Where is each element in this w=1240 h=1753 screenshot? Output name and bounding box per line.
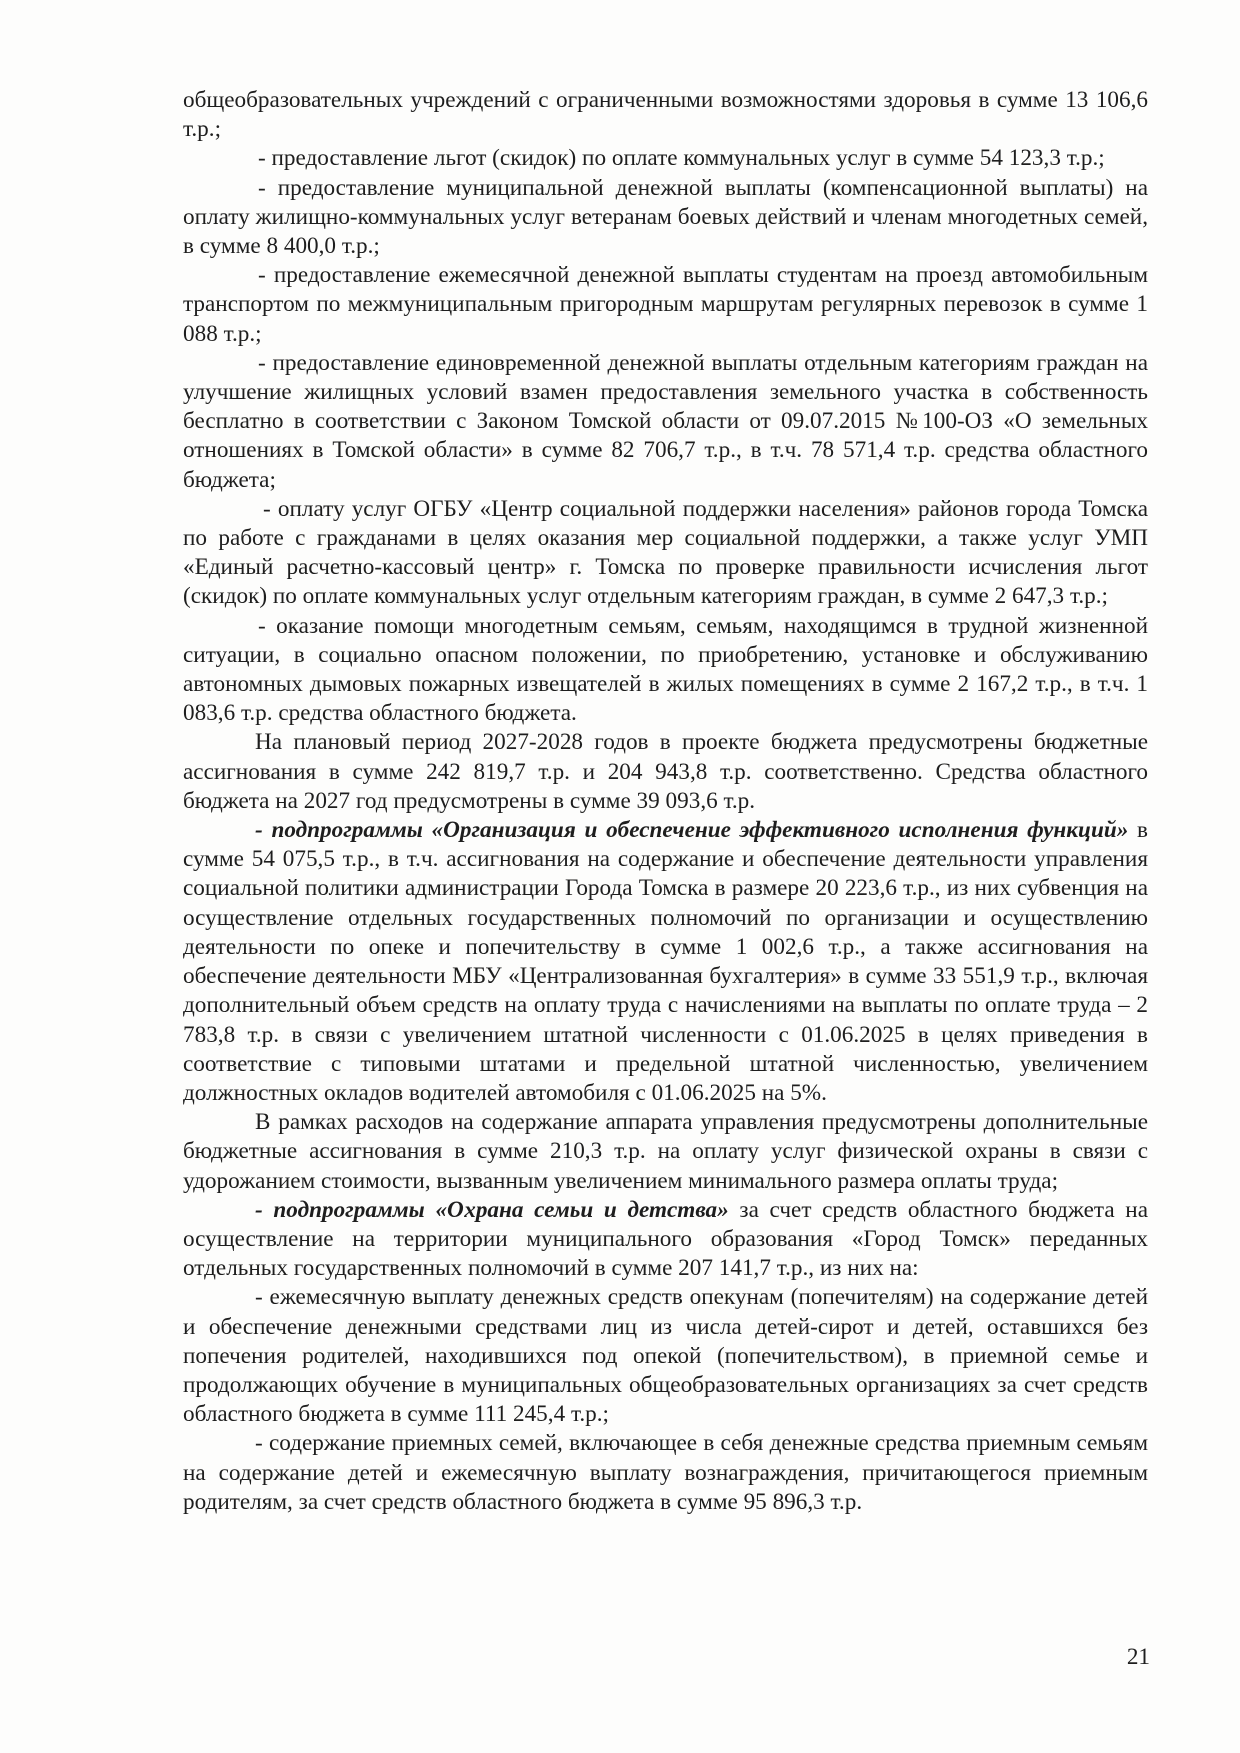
paragraph-12: - ежемесячную выплату денежных средств опекунам (попечителям) на содержание детей и обеспечение денежными средствами лиц из числа детей-сирот и детей, оставшихся без попечения родителей, находившихся под опекой (попечительством), в приемной семье и продолжающих обучение в муниципальных общеобразовательных организациях за счет средств областного бюджета в сумме 111 245,4 т.р.; xyxy=(183,1284,1148,1428)
subprogram-family-title: - подпрограммы «Охрана семьи и детства» xyxy=(255,1196,729,1223)
subprogram-functions-title: - подпрограммы «Организация и обеспечение эффективного исполнения функций» xyxy=(255,817,1129,844)
paragraph-1: общеобразовательных учреждений с ограниченными возможностями здоровья в сумме 13 106,6 т.р.; xyxy=(183,87,1148,143)
paragraph-9 xyxy=(183,816,1148,1108)
paragraph-6: - оплату услуг ОГБУ «Центр социальной поддержки населения» районов города Томска по работе с гражданами в целях оказания мер социальной поддержки, а также услуг УМП «Единый расчетно-кассовый центр» г. Томска по проверке правильности исчисления льгот (скидок) по оплате коммунальных услуг отдельным категориям граждан, в сумме 2 647,3 т.р.; xyxy=(183,495,1148,610)
paragraph-13: - содержание приемных семей, включающее в себя денежные средства приемным семьям на содержание детей и ежемесячную выплату вознаграждения, причитающегося приемным родителям, за счет средств областного бюджета в сумме 95 896,3 т.р. xyxy=(183,1430,1148,1515)
paragraph-8: На плановый период 2027-2028 годов в проекте бюджета предусмотрены бюджетные ассигнования в сумме 242 819,7 т.р. и 204 943,8 т.р. соответственно. Средства областного бюджета на 2027 год предусмотрены в сумме 39 093,6 т.р. xyxy=(183,729,1148,814)
paragraph-11 xyxy=(183,1196,1148,1284)
paragraph-5: - предоставление единовременной денежной выплаты отдельным категориям граждан на улучшение жилищных условий взамен предоставления земельного участка в собственность бесплатно в соответствии с Законом Томской области от 09.07.2015 №100-ОЗ «О земельных отношениях в Томской области» в сумме 82 706,7 т.р., в т.ч. 78 571,4 т.р. средства областного бюджета; xyxy=(183,349,1148,493)
paragraph-10: В рамках расходов на содержание аппарата управления предусмотрены дополнительные бюджетные ассигнования в сумме 210,3 т.р. на оплату услуг физической охраны в связи с удорожанием стоимости, вызванным увеличением минимального размера оплаты труда; xyxy=(183,1109,1148,1194)
document-body xyxy=(183,86,1148,1517)
page-number: 21 xyxy=(1126,1644,1150,1670)
paragraph-4: - предоставление ежемесячной денежной выплаты студентам на проезд автомобильным транспортом по межмуниципальным пригородным маршрутам регулярных перевозок в сумме 1 088 т.р.; xyxy=(183,262,1148,347)
paragraph-9-text: в сумме 54 075,5 т.р., в т.ч. ассигнования на содержание и обеспечение деятельности управления социальной политики администрации Города Томска в размере 20 223,6 т.р., из них субвенция на осуществление отдельных государственных полномочий по организации и осуществлению деятельности по опеке и попечительству в сумме 1 002,6 т.р., а также ассигнования на обеспечение деятельности МБУ «Централизованная бухгалтерия» в сумме 33 551,9 т.р., включая дополнительный объем средств на оплату труда с начислениями на выплаты по оплате труда – 2 783,8 т.р. в связи с увеличением штатной численности с 01.06.2025 в целях приведения в соответствие с типовыми штатами и предельной штатной численностью, увеличением должностных окладов водителей автомобиля с 01.06.2025 на 5%. xyxy=(183,817,1148,1106)
paragraph-3: - предоставление муниципальной денежной выплаты (компенсационной выплаты) на оплату жилищно-коммунальных услуг ветеранам боевых действий и членам многодетных семей, в сумме 8 400,0 т.р.; xyxy=(183,174,1148,260)
paragraph-2: - предоставление льгот (скидок) по оплате коммунальных услуг в сумме 54 123,3 т.р.; xyxy=(258,145,1105,172)
paragraph-11-text: за счет средств областного бюджета на осуществление на территории муниципального образования «Город Томск» переданных отдельных государственных полномочий в сумме 207 141,7 т.р., из них на: xyxy=(183,1196,1148,1282)
paragraph-7: - оказание помощи многодетным семьям, семьям, находящимся в трудной жизненной ситуации, в социально опасном положении, по приобретению, установке и обслуживанию автономных дымовых пожарных извещателей в жилых помещениях в сумме 2 167,2 т.р., в т.ч. 1 083,6 т.р. средства областного бюджета. xyxy=(183,612,1148,727)
